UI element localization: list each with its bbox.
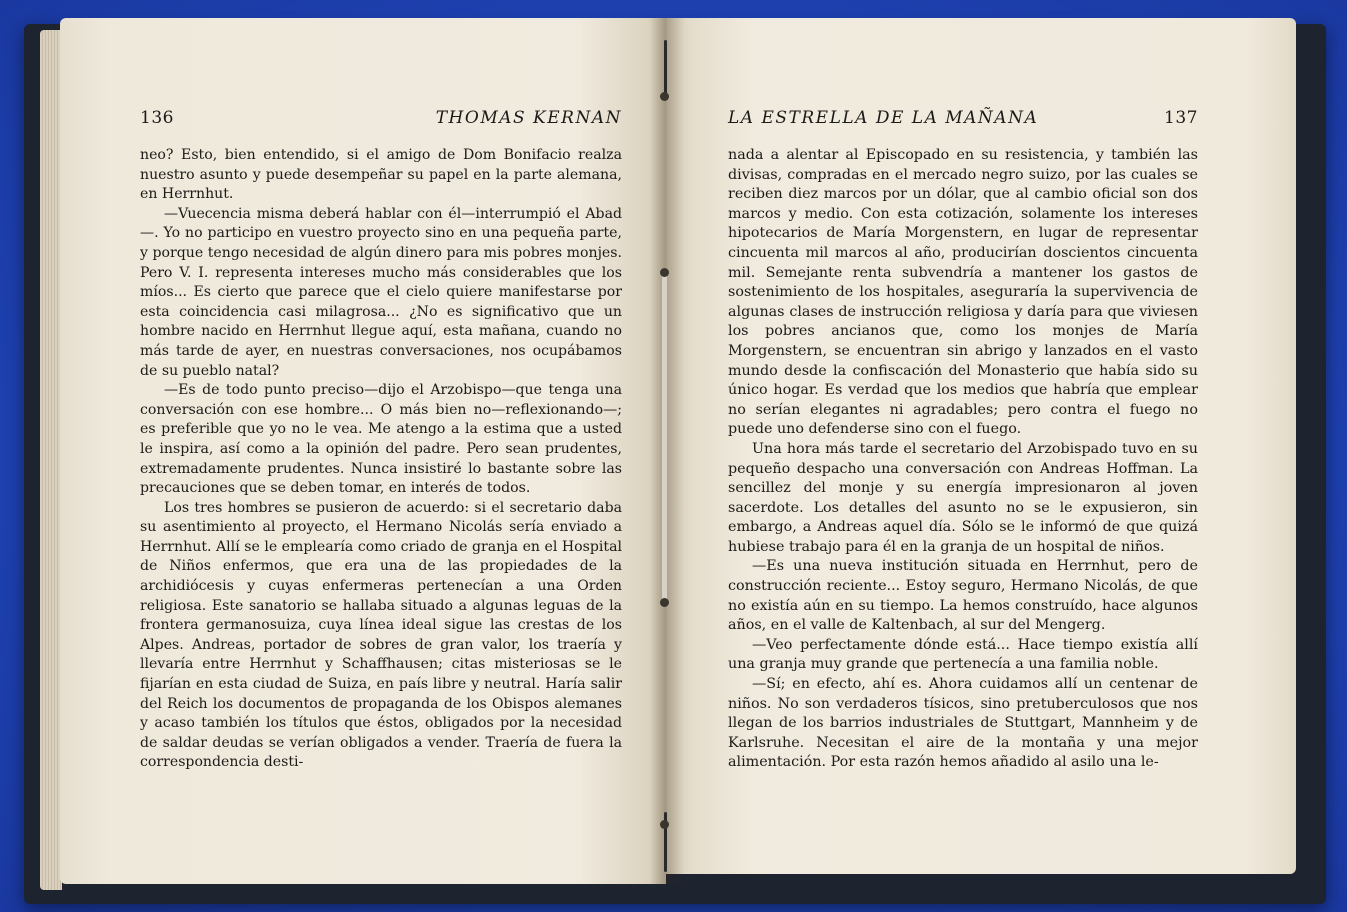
binding-stitch [660,820,669,829]
right-page-text [728,146,1198,773]
paragraph: —Es una nueva institución situada en Herrnhut, pero de construcción reciente... Estoy seguro, Hermano Nicolás, de que no existía aún en su tiempo. La hemos construído, hace algunos años, en el valle de Kaltenbach, al sur del Mengerg. [728,558,1198,634]
paragraph: nada a alentar al Episcopado en su resistencia, y también las divisas, compradas en el mercado negro suizo, por las cuales se reciben diez marcos por un dólar, que al cambio oficial son dos marcos y medio. Con esta cotización, solamente los intereses hipotecarios de María Morgenstern, en lugar de representar cincuenta mil marcos al año, producirían doscientos cincuenta mil. Semejante renta subvendría a mantener los gastos de sostenimiento de los hospitales, aseguraría la supervivencia de algunas clases de instrucción religiosa y daría para que viviesen los pobres ancianos que, como los monjes de María Morgenstern, se encuentran sin abrigo y lanzados en el vasto mundo desde la confiscación del Monasterio que había sido su único hogar. Es verdad que los medios que habría que emplear no serían elegantes ni agradables; pero contra el fuego no puede uno defenderse sino con el fuego. [728,147,1198,438]
paragraph: neo? Esto, bien entendido, si el amigo de Dom Bonifacio realza nuestro asunto y puede desempeñar su papel en la parte alemana, en Herrnhut. [140,147,622,203]
paragraph: Una hora más tarde el secretario del Arzobispado tuvo en su pequeño despacho una conversación con Andreas Hoffman. La sencillez del monje y su energía impresionaron al joven sacerdote. Los detalles del asunto no se le expusieron, sin embargo, a Andreas aquel día. Sólo se le informó de que quizá hubiese trabajo para él en la granja de un hospital de niños. [728,440,1198,555]
paragraph: —Veo perfectamente dónde está... Hace tiempo existía allí una granja muy grande que pertenecía a una familia noble. [728,636,1198,673]
paragraph: —Vuecencia misma deberá hablar con él—interrumpió el Abad—. Yo no participo en vuestro proyecto sino en una pequeña parte, y porque tengo necesidad de algún dinero para mis pobres monjes. Pero V. I. representa intereses mucho más considerables que los míos... Es cierto que parece que el cielo quiere manifestarse por esta coincidencia casi milagrosa... ¿No es significativo que un hombre nacido en Herrnhut llegue aquí, esta mañana, cuando no más tarde de ayer, en nuestras conversaciones, nos ocupábamos de su pueblo natal? [140,205,622,379]
right-page-number: 137 [1164,108,1198,128]
right-running-title: LA ESTRELLA DE LA MAÑANA [728,108,1039,128]
left-page-number: 136 [140,108,174,128]
binding-thread-top [664,40,667,100]
right-running-head [728,108,1198,128]
paragraph: —Es de todo punto preciso—dijo el Arzobispo—que tenga una conversación con ese hombre... O más bien no—reflexionando—; es preferible que yo no le vea. Me atengo a la estima que a usted le inspira, así como a la opinión del padre. Pero sean prudentes, extremadamente prudentes. Nunca insistiré lo bastante sobre las precauciones que se deben tomar, en interés de todos. [140,382,622,497]
left-running-title: THOMAS KERNAN [435,108,622,128]
left-page-text [140,146,622,773]
binding-stitch [660,598,669,607]
binding-thread [662,268,667,604]
page-edges [40,30,62,890]
binding-stitch [660,92,669,101]
right-page [666,18,1296,874]
left-page [60,18,666,884]
paragraph: Los tres hombres se pusieron de acuerdo: si el secretario daba su asentimiento al proyecto, el Hermano Nicolás sería enviado a Herrnhut. Allí se le emplearía como criado de granja en el Hospital de Niños enfermos, que era una de las propiedades de la archidiócesis y cuyas enfermeras pertenecían a una Orden religiosa. Este sanatorio se hallaba situado a algunas leguas de la frontera germanosuiza, cuya línea ideal sigue las crestas de los Alpes. Andreas, portador de sobres de gran valor, los traería y llevaría entre Herrnhut y Schaffhausen; citas misteriosas se le fijarían en esta ciudad de Suiza, en país libre y neutral. Haría salir del Reich los documentos de propaganda de los Obispos alemanes y acaso también los títulos que éstos, obligados por la necesidad de saldar deudas se verían obligados a vender. Traería de fuera la correspondencia desti- [140,499,622,771]
left-running-head [140,108,622,128]
binding-stitch [660,268,669,277]
paragraph: —Sí; en efecto, ahí es. Ahora cuidamos allí un centenar de niños. No son verdaderos tísicos, sino pretuberculosos que nos llegan de los barrios industriales de Stuttgart, Mannheim y de Karlsruhe. Necesitan el aire de la montaña y una mejor alimentación. Por esta razón hemos añadido al asilo una le- [728,676,1198,771]
